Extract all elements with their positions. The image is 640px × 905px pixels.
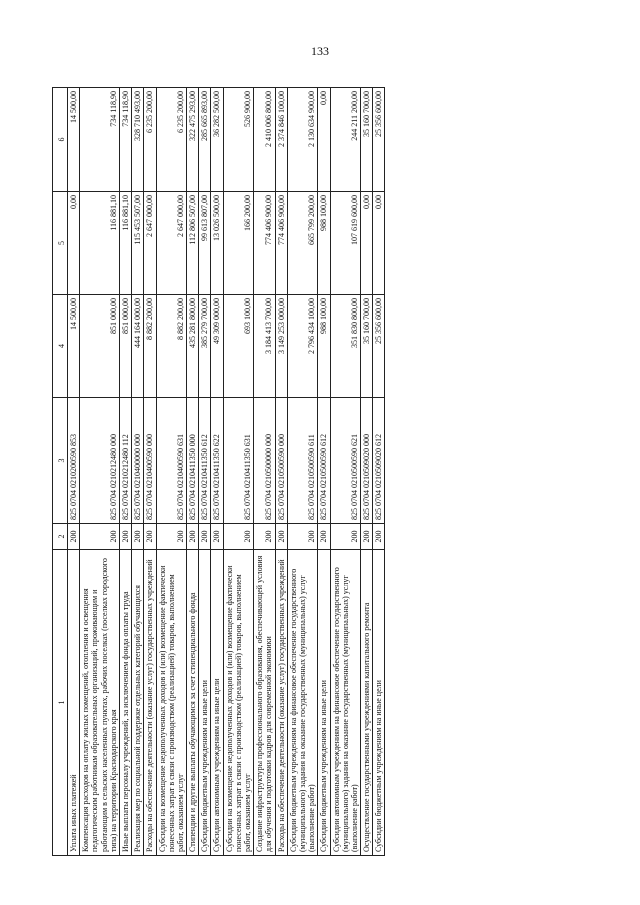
table-cell-c2: 200 bbox=[287, 524, 318, 550]
table-cell-code: 825 0704 0210500590 000 bbox=[275, 398, 287, 524]
table-cell-v6: 14 500,00 bbox=[68, 88, 80, 192]
table-cell-code: 825 0704 0210400000 000 bbox=[132, 398, 144, 524]
table-cell-v6: 285 665 893,00 bbox=[199, 88, 211, 192]
table-row bbox=[211, 88, 223, 856]
table-cell-v4: 988 100,00 bbox=[318, 295, 330, 398]
table-cell-v5: 166 200,00 bbox=[223, 192, 254, 295]
table-cell-v4: 14 500,00 bbox=[68, 295, 80, 398]
table-cell-name: Компенсация расходов на оплату жилых помещений, отопления и освещения педагогическим работникам образовательных организаций, проживающим и работающим в сельских населенных пунктах, рабочих поселках (поселках городского типа) на территории Краснодарского края bbox=[80, 550, 120, 856]
table-cell-c2: 200 bbox=[80, 524, 120, 550]
table-cell-v5: 116 881,10 bbox=[80, 192, 120, 295]
table-cell-name: Субсидии бюджетным учреждениям на финансовое обеспечение государственного (муниципального) задания на оказание государственных (муниципальных) услуг (выполнение работ) bbox=[287, 550, 318, 856]
table-cell-c2: 200 bbox=[373, 524, 385, 550]
table-row bbox=[144, 88, 156, 856]
table-cell-v4: 35 160 700,00 bbox=[361, 295, 373, 398]
table-cell-code: 825 0704 0210411350 622 bbox=[211, 398, 223, 524]
table-cell-v4: 8 882 200,00 bbox=[156, 295, 187, 398]
table-row bbox=[275, 88, 287, 856]
table-cell-c2: 200 bbox=[223, 524, 254, 550]
table-cell-v4: 8 882 200,00 bbox=[144, 295, 156, 398]
table-cell-code: 825 0704 0210411350 631 bbox=[223, 398, 254, 524]
table-cell-v6: 526 900,00 bbox=[223, 88, 254, 192]
table-cell-v5: 774 406 900,00 bbox=[275, 192, 287, 295]
table-cell-v4: 435 281 800,00 bbox=[187, 295, 199, 398]
table-cell-v5: 116 881,10 bbox=[119, 192, 131, 295]
table-cell-name: Иные выплаты персоналу учреждений, за исключением фонда оплаты труда bbox=[119, 550, 131, 856]
table-row bbox=[68, 88, 80, 856]
table-body bbox=[68, 88, 385, 856]
table-row bbox=[80, 88, 120, 856]
table-cell-c2: 200 bbox=[254, 524, 275, 550]
table-row bbox=[119, 88, 131, 856]
column-header: 2 bbox=[53, 524, 68, 550]
column-header: 4 bbox=[53, 295, 68, 398]
table-cell-v6: 322 475 293,00 bbox=[187, 88, 199, 192]
table-cell-c2: 200 bbox=[275, 524, 287, 550]
table-cell-name: Субсидии на возмещение недополученных доходов и (или) возмещение фактически понесенных затрат в связи с производством (реализацией) товаров, выполнением работ, оказанием услуг bbox=[223, 550, 254, 856]
table-cell-name: Субсидии бюджетным учреждениям на иные цели bbox=[199, 550, 211, 856]
table-cell-c2: 200 bbox=[187, 524, 199, 550]
table-cell-v5: 112 806 507,00 bbox=[187, 192, 199, 295]
table-cell-v5: 115 453 507,00 bbox=[132, 192, 144, 295]
table-cell-c2: 200 bbox=[68, 524, 80, 550]
table-cell-code: 825 0704 0210200590 853 bbox=[68, 398, 80, 524]
table-cell-name: Создание инфраструктуры профессионального образования, обеспечивающей условия для обучения и подготовки кадров для современной экономики bbox=[254, 550, 275, 856]
table-cell-v4: 444 164 000,00 bbox=[132, 295, 144, 398]
table-cell-code: 825 0704 0210500000 000 bbox=[254, 398, 275, 524]
table-cell-name: Стипендии и другие выплаты обучающимся за счет стипендиального фонда bbox=[187, 550, 199, 856]
table-cell-v6: 6 235 200,00 bbox=[156, 88, 187, 192]
table-cell-code: 825 0704 0210400590 000 bbox=[144, 398, 156, 524]
column-header: 6 bbox=[53, 88, 68, 192]
table-cell-v5: 0,00 bbox=[373, 192, 385, 295]
table-cell-name: Субсидии автономным учреждениям на финансовое обеспечение государственного (муниципального) задания на оказание государственных (муниципальных) услуг (выполнение работ) bbox=[330, 550, 361, 856]
budget-table bbox=[52, 87, 385, 856]
table-cell-name: Субсидии на возмещение недополученных доходов и (или) возмещение фактически понесенных затрат в связи с производством (реализацией) товаров, выполнением работ, оказанием услуг bbox=[156, 550, 187, 856]
table-cell-v5: 0,00 bbox=[68, 192, 80, 295]
table-cell-code: 825 0704 0210411350 612 bbox=[199, 398, 211, 524]
table-cell-c2: 200 bbox=[199, 524, 211, 550]
budget-table-region bbox=[52, 88, 549, 856]
table-cell-v6: 36 282 500,00 bbox=[211, 88, 223, 192]
table-row bbox=[287, 88, 318, 856]
table-cell-v6: 734 118,90 bbox=[119, 88, 131, 192]
table-cell-v6: 2 374 846 100,00 bbox=[275, 88, 287, 192]
table-cell-name: Реализация мер по социальной поддержке отдельных категорий обучающихся bbox=[132, 550, 144, 856]
table-cell-c2: 200 bbox=[211, 524, 223, 550]
table-cell-c2: 200 bbox=[318, 524, 330, 550]
table-row bbox=[187, 88, 199, 856]
table-cell-v4: 3 149 253 000,00 bbox=[275, 295, 287, 398]
table-cell-v6: 25 356 600,00 bbox=[373, 88, 385, 192]
table-row bbox=[156, 88, 187, 856]
table-cell-name: Расходы на обеспечение деятельности (оказание услуг) государственных учреждений bbox=[144, 550, 156, 856]
table-cell-name: Субсидии бюджетным учреждениям на иные цели bbox=[318, 550, 330, 856]
table-cell-code: 825 0704 0210500590 611 bbox=[287, 398, 318, 524]
table-cell-v5: 99 613 807,00 bbox=[199, 192, 211, 295]
table-cell-code: 825 0704 0210500590 621 bbox=[330, 398, 361, 524]
table-cell-v5: 774 406 900,00 bbox=[254, 192, 275, 295]
table-cell-v5: 988 100,00 bbox=[318, 192, 330, 295]
table-cell-v5: 2 647 000,00 bbox=[156, 192, 187, 295]
table-cell-v4: 49 309 000,00 bbox=[211, 295, 223, 398]
table-cell-name: Субсидии бюджетным учреждениям на иные цели bbox=[373, 550, 385, 856]
table-header-row bbox=[53, 88, 68, 856]
table-cell-v4: 2 796 434 100,00 bbox=[287, 295, 318, 398]
table-cell-v6: 244 211 200,00 bbox=[330, 88, 361, 192]
table-cell-code: 825 0704 0210212480 112 bbox=[119, 398, 131, 524]
table-cell-c2: 200 bbox=[156, 524, 187, 550]
table-cell-v5: 13 026 500,00 bbox=[211, 192, 223, 295]
table-cell-v5: 2 647 000,00 bbox=[144, 192, 156, 295]
table-row bbox=[318, 88, 330, 856]
table-cell-v6: 6 235 200,00 bbox=[144, 88, 156, 192]
table-row bbox=[361, 88, 373, 856]
table-cell-name: Расходы на обеспечение деятельности (оказание услуг) государственных учреждений bbox=[275, 550, 287, 856]
table-cell-name: Осуществление государственными учреждениями капитального ремонта bbox=[361, 550, 373, 856]
table-cell-c2: 200 bbox=[132, 524, 144, 550]
table-cell-name: Субсидии автономным учреждениям на иные цели bbox=[211, 550, 223, 856]
column-header: 3 bbox=[53, 398, 68, 524]
table-cell-code: 825 0704 0210212480 000 bbox=[80, 398, 120, 524]
table-cell-v5: 665 799 200,00 bbox=[287, 192, 318, 295]
table-cell-code: 825 0704 0210411350 000 bbox=[187, 398, 199, 524]
table-cell-v6: 35 160 700,00 bbox=[361, 88, 373, 192]
rotated-table-container bbox=[52, 88, 549, 856]
table-cell-code: 825 0704 0210509020 000 bbox=[361, 398, 373, 524]
table-cell-v4: 851 000,00 bbox=[119, 295, 131, 398]
table-cell-c2: 200 bbox=[361, 524, 373, 550]
table-cell-v4: 25 356 600,00 bbox=[373, 295, 385, 398]
table-cell-v5: 107 619 600,00 bbox=[330, 192, 361, 295]
table-cell-v6: 2 130 634 900,00 bbox=[287, 88, 318, 192]
page-number: 133 bbox=[311, 44, 329, 58]
table-cell-code: 825 0704 0210500590 612 bbox=[318, 398, 330, 524]
table-cell-v5: 0,00 bbox=[361, 192, 373, 295]
table-cell-v6: 2 410 006 800,00 bbox=[254, 88, 275, 192]
table-cell-v4: 351 830 800,00 bbox=[330, 295, 361, 398]
table-cell-c2: 200 bbox=[144, 524, 156, 550]
table-cell-v6: 734 118,90 bbox=[80, 88, 120, 192]
table-cell-v6: 328 710 493,00 bbox=[132, 88, 144, 192]
table-cell-c2: 200 bbox=[119, 524, 131, 550]
table-row bbox=[199, 88, 211, 856]
column-header: 5 bbox=[53, 192, 68, 295]
table-row bbox=[254, 88, 275, 856]
column-header: 1 bbox=[53, 550, 68, 856]
table-cell-name: Уплата иных платежей bbox=[68, 550, 80, 856]
table-cell-v4: 3 184 413 700,00 bbox=[254, 295, 275, 398]
table-cell-v6: 0,00 bbox=[318, 88, 330, 192]
table-row bbox=[373, 88, 385, 856]
table-cell-v4: 693 100,00 bbox=[223, 295, 254, 398]
table-cell-code: 825 0704 0210400590 631 bbox=[156, 398, 187, 524]
table-cell-v4: 851 000,00 bbox=[80, 295, 120, 398]
table-cell-code: 825 0704 0210509020 612 bbox=[373, 398, 385, 524]
table-cell-v4: 385 279 700,00 bbox=[199, 295, 211, 398]
table-cell-c2: 200 bbox=[330, 524, 361, 550]
table-row bbox=[223, 88, 254, 856]
table-row bbox=[330, 88, 361, 856]
table-row bbox=[132, 88, 144, 856]
